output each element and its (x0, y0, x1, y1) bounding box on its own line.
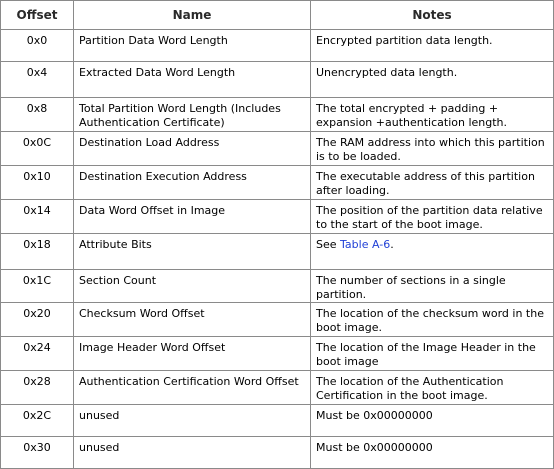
offset-cell: 0x4 (1, 62, 74, 98)
notes-suffix: . (390, 238, 394, 251)
column-header-offset: Offset (1, 1, 74, 30)
name-cell: Destination Execution Address (74, 166, 311, 200)
table-row (1, 62, 554, 98)
notes-cell: Unencrypted data length. (311, 62, 554, 98)
offset-cell: 0x24 (1, 337, 74, 371)
offset-cell: 0x0C (1, 132, 74, 166)
notes-cell: Encrypted partition data length. (311, 30, 554, 62)
name-cell: Total Partition Word Length (Includes Authentication Certificate) (74, 98, 311, 132)
table-row (1, 303, 554, 337)
column-header-name: Name (74, 1, 311, 30)
table-row (1, 270, 554, 303)
notes-cell: Must be 0x00000000 (311, 405, 554, 437)
name-cell: Destination Load Address (74, 132, 311, 166)
notes-cell: The number of sections in a single partition. (311, 270, 554, 303)
notes-cell: The location of the Authentication Certification in the boot image. (311, 371, 554, 405)
offset-cell: 0x10 (1, 166, 74, 200)
offset-cell: 0x1C (1, 270, 74, 303)
offset-cell: 0x8 (1, 98, 74, 132)
table-row (1, 200, 554, 234)
offset-cell: 0x28 (1, 371, 74, 405)
table-row (1, 132, 554, 166)
table-row (1, 405, 554, 437)
name-cell: unused (74, 405, 311, 437)
name-cell: Checksum Word Offset (74, 303, 311, 337)
name-cell: Partition Data Word Length (74, 30, 311, 62)
notes-cell: The RAM address into which this partition is to be loaded. (311, 132, 554, 166)
notes-cell (311, 234, 554, 270)
notes-cell: The location of the Image Header in the boot image (311, 337, 554, 371)
notes-cell: The location of the checksum word in the boot image. (311, 303, 554, 337)
table-a6-link[interactable]: Table A-6 (340, 238, 391, 251)
table-header-row (1, 1, 554, 30)
offset-cell: 0x30 (1, 437, 74, 469)
offset-cell: 0x2C (1, 405, 74, 437)
name-cell: Section Count (74, 270, 311, 303)
offset-cell: 0x14 (1, 200, 74, 234)
notes-cell: The position of the partition data relative to the start of the boot image. (311, 200, 554, 234)
table-row (1, 234, 554, 270)
table-row (1, 337, 554, 371)
name-cell: unused (74, 437, 311, 469)
column-header-notes: Notes (311, 1, 554, 30)
table-row (1, 166, 554, 200)
notes-prefix: See (316, 238, 341, 251)
offset-cell: 0x20 (1, 303, 74, 337)
table-row (1, 437, 554, 469)
name-cell: Attribute Bits (74, 234, 311, 270)
table-row (1, 98, 554, 132)
offset-cell: 0x0 (1, 30, 74, 62)
name-cell: Image Header Word Offset (74, 337, 311, 371)
notes-cell: Must be 0x00000000 (311, 437, 554, 469)
table-row (1, 371, 554, 405)
name-cell: Extracted Data Word Length (74, 62, 311, 98)
name-cell: Data Word Offset in Image (74, 200, 311, 234)
offset-cell: 0x18 (1, 234, 74, 270)
name-cell: Authentication Certification Word Offset (74, 371, 311, 405)
notes-cell: The total encrypted + padding + expansion +authentication length. (311, 98, 554, 132)
table-row (1, 30, 554, 62)
notes-cell: The executable address of this partition after loading. (311, 166, 554, 200)
